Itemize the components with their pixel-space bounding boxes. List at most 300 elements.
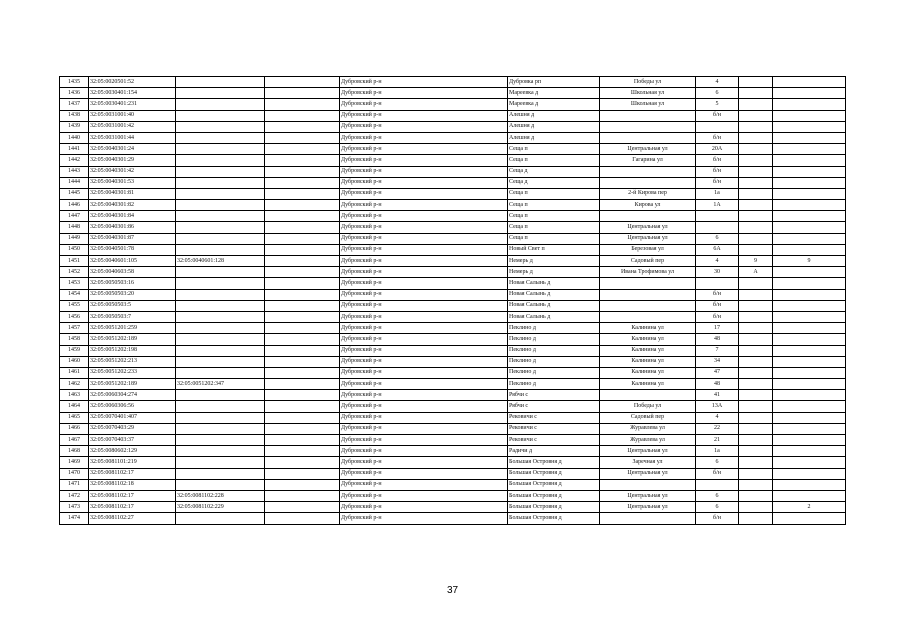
apartment-cell [773, 88, 846, 99]
district-cell: Дубровский р-н [340, 177, 508, 188]
house-number-cell: б/н [696, 177, 739, 188]
house-number-cell: 6 [696, 457, 739, 468]
related-cadastral-number-cell: 32:05:0040601:128 [176, 256, 265, 267]
building-cell [739, 222, 773, 233]
related-cadastral-number-cell [176, 233, 265, 244]
building-cell [739, 457, 773, 468]
cadastral-number-cell: 32:05:0051202:198 [89, 345, 176, 356]
building-cell [739, 211, 773, 222]
row-number-cell: 1440 [60, 132, 89, 143]
related-cadastral-number-cell [176, 457, 265, 468]
building-cell [739, 412, 773, 423]
district-cell: Дубровский р-н [340, 166, 508, 177]
settlement-cell: Пеклино д [508, 367, 600, 378]
settlement-cell: Сеща п [508, 200, 600, 211]
empty-column-cell [265, 390, 340, 401]
district-cell: Дубровский р-н [340, 278, 508, 289]
settlement-cell: Дубровка рп [508, 77, 600, 88]
street-cell: Центральная ул [600, 144, 696, 155]
street-cell [600, 278, 696, 289]
row-number-cell: 1442 [60, 155, 89, 166]
page-number: 37 [446, 585, 459, 596]
apartment-cell [773, 244, 846, 255]
related-cadastral-number-cell [176, 188, 265, 199]
district-cell: Дубровский р-н [340, 446, 508, 457]
row-number-cell: 1443 [60, 166, 89, 177]
cadastral-number-cell: 32:05:0051202:233 [89, 367, 176, 378]
building-cell [739, 110, 773, 121]
building-cell [739, 244, 773, 255]
related-cadastral-number-cell [176, 110, 265, 121]
cadastral-number-cell: 32:05:0040301:29 [89, 155, 176, 166]
row-number-cell: 1473 [60, 502, 89, 513]
house-number-cell: 21 [696, 435, 739, 446]
settlement-cell: Рековичи с [508, 423, 600, 434]
house-number-cell: 5 [696, 99, 739, 110]
district-cell: Дубровский р-н [340, 334, 508, 345]
apartment-cell [773, 345, 846, 356]
table-row [60, 278, 846, 289]
building-cell [739, 379, 773, 390]
table-row [60, 457, 846, 468]
street-cell [600, 513, 696, 524]
row-number-cell: 1461 [60, 367, 89, 378]
district-cell: Дубровский р-н [340, 188, 508, 199]
house-number-cell: 4 [696, 256, 739, 267]
cadastral-number-cell: 32:05:0081102:17 [89, 468, 176, 479]
empty-column-cell [265, 345, 340, 356]
empty-column-cell [265, 267, 340, 278]
table-row [60, 367, 846, 378]
cadastral-number-cell: 32:05:0081101:219 [89, 457, 176, 468]
district-cell: Дубровский р-н [340, 379, 508, 390]
table-row [60, 233, 846, 244]
house-number-cell: 6 [696, 233, 739, 244]
related-cadastral-number-cell [176, 423, 265, 434]
building-cell [739, 435, 773, 446]
building-cell [739, 144, 773, 155]
cadastral-number-cell: 32:05:0030401:231 [89, 99, 176, 110]
house-number-cell: 6 [696, 502, 739, 513]
street-cell [600, 390, 696, 401]
street-cell: Центральная ул [600, 222, 696, 233]
table-row [60, 267, 846, 278]
related-cadastral-number-cell [176, 401, 265, 412]
apartment-cell [773, 132, 846, 143]
settlement-cell: Сеща п [508, 233, 600, 244]
row-number-cell: 1459 [60, 345, 89, 356]
district-cell: Дубровский р-н [340, 233, 508, 244]
row-number-cell: 1469 [60, 457, 89, 468]
table-row [60, 323, 846, 334]
district-cell: Дубровский р-н [340, 401, 508, 412]
apartment-cell [773, 311, 846, 322]
building-cell [739, 155, 773, 166]
row-number-cell: 1463 [60, 390, 89, 401]
district-cell: Дубровский р-н [340, 356, 508, 367]
settlement-cell: Пеклино д [508, 334, 600, 345]
empty-column-cell [265, 177, 340, 188]
apartment-cell [773, 468, 846, 479]
apartment-cell [773, 334, 846, 345]
street-cell: Ивана Трофимова ул [600, 267, 696, 278]
house-number-cell: 4 [696, 412, 739, 423]
street-cell: Березовая ул [600, 244, 696, 255]
street-cell: Центральная ул [600, 446, 696, 457]
empty-column-cell [265, 412, 340, 423]
street-cell: Садовый пер [600, 256, 696, 267]
cadastral-number-cell: 32:05:0031001:40 [89, 110, 176, 121]
settlement-cell: Пеклино д [508, 379, 600, 390]
cadastral-number-cell: 32:05:0051202:213 [89, 356, 176, 367]
house-number-cell: 17 [696, 323, 739, 334]
building-cell [739, 132, 773, 143]
apartment-cell [773, 379, 846, 390]
apartment-cell [773, 412, 846, 423]
empty-column-cell [265, 77, 340, 88]
related-cadastral-number-cell [176, 412, 265, 423]
house-number-cell [696, 211, 739, 222]
settlement-cell: Сеща п [508, 155, 600, 166]
street-cell: 2-й Кирова пер [600, 188, 696, 199]
building-cell [739, 446, 773, 457]
street-cell: Журавлева ул [600, 423, 696, 434]
table-row [60, 446, 846, 457]
street-cell: Центральная ул [600, 490, 696, 501]
building-cell [739, 356, 773, 367]
apartment-cell [773, 435, 846, 446]
empty-column-cell [265, 446, 340, 457]
street-cell [600, 121, 696, 132]
table-row [60, 211, 846, 222]
building-cell [739, 334, 773, 345]
row-number-cell: 1447 [60, 211, 89, 222]
building-cell [739, 289, 773, 300]
settlement-cell: Пеклино д [508, 323, 600, 334]
related-cadastral-number-cell [176, 77, 265, 88]
building-cell [739, 200, 773, 211]
table-row [60, 121, 846, 132]
house-number-cell: б/н [696, 289, 739, 300]
empty-column-cell [265, 479, 340, 490]
cadastral-number-cell: 32:05:0040301:84 [89, 211, 176, 222]
settlement-cell: Немерь д [508, 267, 600, 278]
related-cadastral-number-cell [176, 479, 265, 490]
house-number-cell: б/н [696, 166, 739, 177]
settlement-cell: Новая Салынь д [508, 278, 600, 289]
building-cell [739, 88, 773, 99]
empty-column-cell [265, 356, 340, 367]
apartment-cell [773, 367, 846, 378]
cadastral-number-cell: 32:05:0070401:407 [89, 412, 176, 423]
apartment-cell [773, 401, 846, 412]
building-cell [739, 490, 773, 501]
apartment-cell [773, 267, 846, 278]
district-cell: Дубровский р-н [340, 423, 508, 434]
related-cadastral-number-cell [176, 323, 265, 334]
related-cadastral-number-cell [176, 222, 265, 233]
row-number-cell: 1445 [60, 188, 89, 199]
table-row [60, 345, 846, 356]
empty-column-cell [265, 457, 340, 468]
row-number-cell: 1455 [60, 300, 89, 311]
house-number-cell: 1А [696, 200, 739, 211]
apartment-cell [773, 144, 846, 155]
related-cadastral-number-cell [176, 99, 265, 110]
street-cell: Центральная ул [600, 502, 696, 513]
table-row [60, 468, 846, 479]
related-cadastral-number-cell [176, 468, 265, 479]
building-cell: А [739, 267, 773, 278]
street-cell [600, 289, 696, 300]
district-cell: Дубровский р-н [340, 244, 508, 255]
street-cell: Калинина ул [600, 323, 696, 334]
street-cell: Гагарина ул [600, 155, 696, 166]
empty-column-cell [265, 233, 340, 244]
cadastral-number-cell: 32:05:0051202:189 [89, 379, 176, 390]
row-number-cell: 1450 [60, 244, 89, 255]
table-row [60, 222, 846, 233]
apartment-cell [773, 390, 846, 401]
empty-column-cell [265, 110, 340, 121]
settlement-cell: Большая Островня д [508, 513, 600, 524]
street-cell: Центральная ул [600, 468, 696, 479]
row-number-cell: 1448 [60, 222, 89, 233]
district-cell: Дубровский р-н [340, 367, 508, 378]
building-cell [739, 502, 773, 513]
empty-column-cell [265, 334, 340, 345]
related-cadastral-number-cell [176, 513, 265, 524]
settlement-cell: Новый Свет п [508, 244, 600, 255]
cadastral-number-cell: 32:05:0070403:37 [89, 435, 176, 446]
empty-column-cell [265, 300, 340, 311]
apartment-cell: 2 [773, 502, 846, 513]
settlement-cell: Мареевка д [508, 99, 600, 110]
district-cell: Дубровский р-н [340, 300, 508, 311]
apartment-cell [773, 446, 846, 457]
apartment-cell [773, 479, 846, 490]
table-row [60, 289, 846, 300]
empty-column-cell [265, 244, 340, 255]
district-cell: Дубровский р-н [340, 468, 508, 479]
building-cell [739, 278, 773, 289]
cadastral-number-cell: 32:05:0040301:86 [89, 222, 176, 233]
house-number-cell: 1а [696, 188, 739, 199]
related-cadastral-number-cell [176, 289, 265, 300]
house-number-cell: б/н [696, 132, 739, 143]
row-number-cell: 1456 [60, 311, 89, 322]
house-number-cell: б/н [696, 311, 739, 322]
settlement-cell: Большая Островня д [508, 468, 600, 479]
empty-column-cell [265, 401, 340, 412]
table-row [60, 256, 846, 267]
settlement-cell: Сеща д [508, 177, 600, 188]
settlement-cell: Новая Салынь д [508, 311, 600, 322]
empty-column-cell [265, 435, 340, 446]
empty-column-cell [265, 256, 340, 267]
district-cell: Дубровский р-н [340, 110, 508, 121]
district-cell: Дубровский р-н [340, 200, 508, 211]
house-number-cell: 1а [696, 446, 739, 457]
street-cell: Заречная ул [600, 457, 696, 468]
building-cell [739, 300, 773, 311]
house-number-cell: б/н [696, 513, 739, 524]
table-row [60, 401, 846, 412]
district-cell: Дубровский р-н [340, 132, 508, 143]
building-cell [739, 390, 773, 401]
district-cell: Дубровский р-н [340, 490, 508, 501]
cadastral-number-cell: 32:05:0040501:78 [89, 244, 176, 255]
cadastral-number-cell: 32:05:0051202:189 [89, 334, 176, 345]
building-cell [739, 311, 773, 322]
house-number-cell: 34 [696, 356, 739, 367]
apartment-cell [773, 356, 846, 367]
row-number-cell: 1458 [60, 334, 89, 345]
related-cadastral-number-cell [176, 144, 265, 155]
street-cell: Калинина ул [600, 379, 696, 390]
settlement-cell: Новая Салынь д [508, 300, 600, 311]
building-cell [739, 233, 773, 244]
district-cell: Дубровский р-н [340, 222, 508, 233]
building-cell [739, 513, 773, 524]
related-cadastral-number-cell [176, 244, 265, 255]
row-number-cell: 1446 [60, 200, 89, 211]
street-cell: Кирова ул [600, 200, 696, 211]
table-row [60, 88, 846, 99]
empty-column-cell [265, 99, 340, 110]
related-cadastral-number-cell [176, 166, 265, 177]
settlement-cell: Алешня д [508, 132, 600, 143]
street-cell: Садовый пер [600, 412, 696, 423]
related-cadastral-number-cell: 32:05:0051202:347 [176, 379, 265, 390]
house-number-cell: 48 [696, 379, 739, 390]
settlement-cell: Радичи д [508, 446, 600, 457]
house-number-cell [696, 222, 739, 233]
district-cell: Дубровский р-н [340, 155, 508, 166]
building-cell [739, 188, 773, 199]
settlement-cell: Рябчи с [508, 401, 600, 412]
building-cell [739, 166, 773, 177]
related-cadastral-number-cell [176, 345, 265, 356]
district-cell: Дубровский р-н [340, 502, 508, 513]
apartment-cell [773, 166, 846, 177]
street-cell [600, 479, 696, 490]
street-cell [600, 300, 696, 311]
settlement-cell: Рябчи с [508, 390, 600, 401]
empty-column-cell [265, 513, 340, 524]
settlement-cell: Сеща п [508, 222, 600, 233]
district-cell: Дубровский р-н [340, 311, 508, 322]
table-row [60, 177, 846, 188]
settlement-cell: Сеща п [508, 144, 600, 155]
row-number-cell: 1435 [60, 77, 89, 88]
related-cadastral-number-cell [176, 132, 265, 143]
street-cell: Журавлева ул [600, 435, 696, 446]
district-cell: Дубровский р-н [340, 513, 508, 524]
district-cell: Дубровский р-н [340, 323, 508, 334]
settlement-cell: Большая Островня д [508, 502, 600, 513]
empty-column-cell [265, 423, 340, 434]
table-row [60, 99, 846, 110]
house-number-cell: 6 [696, 490, 739, 501]
street-cell [600, 311, 696, 322]
apartment-cell [773, 457, 846, 468]
table-row [60, 390, 846, 401]
house-number-cell: 7 [696, 345, 739, 356]
empty-column-cell [265, 88, 340, 99]
related-cadastral-number-cell [176, 121, 265, 132]
house-number-cell: 6А [696, 244, 739, 255]
apartment-cell [773, 177, 846, 188]
cadastral-number-cell: 32:05:0080602:129 [89, 446, 176, 457]
row-number-cell: 1474 [60, 513, 89, 524]
settlement-cell: Большая Островня д [508, 479, 600, 490]
empty-column-cell [265, 132, 340, 143]
building-cell [739, 423, 773, 434]
cadastral-number-cell: 32:05:0040603:58 [89, 267, 176, 278]
related-cadastral-number-cell [176, 155, 265, 166]
related-cadastral-number-cell: 32:05:0081102:228 [176, 490, 265, 501]
house-number-cell: 22 [696, 423, 739, 434]
empty-column-cell [265, 278, 340, 289]
table-row [60, 479, 846, 490]
building-cell [739, 121, 773, 132]
cadastral-number-cell: 32:05:0070403:29 [89, 423, 176, 434]
related-cadastral-number-cell [176, 177, 265, 188]
apartment-cell [773, 200, 846, 211]
building-cell [739, 99, 773, 110]
cadastral-number-cell: 32:05:0040301:81 [89, 188, 176, 199]
table-row [60, 334, 846, 345]
related-cadastral-number-cell [176, 367, 265, 378]
settlement-cell: Пеклино д [508, 345, 600, 356]
district-cell: Дубровский р-н [340, 289, 508, 300]
district-cell: Дубровский р-н [340, 88, 508, 99]
cadastral-number-cell: 32:05:0050503:20 [89, 289, 176, 300]
district-cell: Дубровский р-н [340, 211, 508, 222]
cadastral-number-cell: 32:05:0040301:24 [89, 144, 176, 155]
house-number-cell: 4 [696, 77, 739, 88]
street-cell [600, 211, 696, 222]
empty-column-cell [265, 121, 340, 132]
table-row [60, 144, 846, 155]
district-cell: Дубровский р-н [340, 99, 508, 110]
table-row [60, 166, 846, 177]
empty-column-cell [265, 200, 340, 211]
row-number-cell: 1462 [60, 379, 89, 390]
cadastral-number-cell: 32:05:0060304:274 [89, 390, 176, 401]
row-number-cell: 1436 [60, 88, 89, 99]
row-number-cell: 1470 [60, 468, 89, 479]
house-number-cell [696, 278, 739, 289]
cadastral-number-cell: 32:05:0020501:52 [89, 77, 176, 88]
apartment-cell [773, 300, 846, 311]
house-number-cell: 47 [696, 367, 739, 378]
table-row [60, 77, 846, 88]
street-cell: Калинина ул [600, 334, 696, 345]
building-cell [739, 367, 773, 378]
apartment-cell: 9 [773, 256, 846, 267]
district-cell: Дубровский р-н [340, 390, 508, 401]
row-number-cell: 1467 [60, 435, 89, 446]
row-number-cell: 1465 [60, 412, 89, 423]
row-number-cell: 1457 [60, 323, 89, 334]
row-number-cell: 1438 [60, 110, 89, 121]
related-cadastral-number-cell [176, 390, 265, 401]
related-cadastral-number-cell [176, 88, 265, 99]
table-row [60, 423, 846, 434]
related-cadastral-number-cell [176, 311, 265, 322]
